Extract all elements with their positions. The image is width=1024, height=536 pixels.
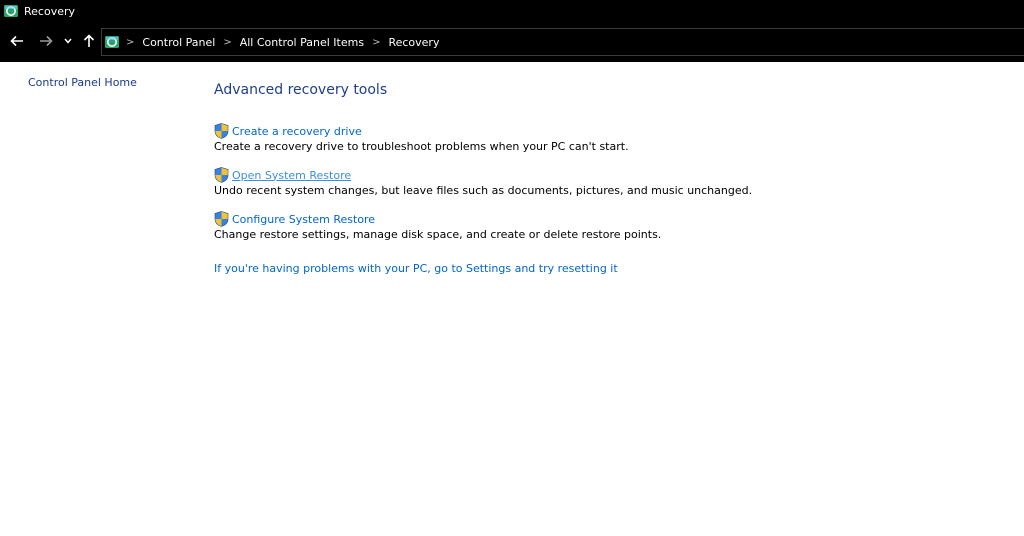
open-system-restore-link[interactable] <box>214 167 752 183</box>
task-configure-system-restore <box>214 211 661 241</box>
uac-shield-icon <box>214 167 229 183</box>
breadcrumb-separator: > <box>223 36 232 48</box>
task-create-recovery-drive <box>214 123 629 153</box>
window-title: Recovery <box>24 4 76 18</box>
control-panel-icon <box>104 34 120 50</box>
address-bar[interactable] <box>101 28 1024 56</box>
breadcrumb-control-panel[interactable]: Control Panel <box>142 35 216 49</box>
task-open-system-restore <box>214 167 752 197</box>
up-button[interactable] <box>78 30 100 52</box>
task-description: Create a recovery drive to troubleshoot problems when your PC can't start. <box>214 140 629 153</box>
arrow-up-icon <box>83 34 95 48</box>
task-description: Undo recent system changes, but leave files such as documents, pictures, and music unchanged. <box>214 184 753 197</box>
task-label[interactable]: Configure System Restore <box>232 212 376 226</box>
title-bar <box>0 0 1024 22</box>
create-recovery-drive-link[interactable] <box>214 123 629 139</box>
reset-pc-settings-link[interactable]: If you're having problems with your PC, go to Settings and try resetting it <box>214 262 618 275</box>
navigation-bar <box>0 22 1024 62</box>
page-heading: Advanced recovery tools <box>214 82 388 98</box>
breadcrumb-separator: > <box>372 36 381 48</box>
uac-shield-icon <box>214 211 229 227</box>
breadcrumb-recovery[interactable]: Recovery <box>388 35 440 49</box>
uac-shield-icon <box>214 123 229 139</box>
forward-button[interactable] <box>35 30 57 52</box>
control-panel-home-link[interactable]: Control Panel Home <box>28 76 137 89</box>
arrow-left-icon <box>10 35 24 47</box>
chevron-down-icon <box>64 38 72 44</box>
recent-locations-button[interactable] <box>58 30 78 52</box>
back-button[interactable] <box>6 30 28 52</box>
configure-system-restore-link[interactable] <box>214 211 661 227</box>
breadcrumb-separator: > <box>126 36 135 48</box>
recovery-app-icon <box>3 3 19 19</box>
task-description: Change restore settings, manage disk space, and create or delete restore points. <box>214 228 662 241</box>
breadcrumb-all-items[interactable]: All Control Panel Items <box>239 35 365 49</box>
task-label[interactable]: Open System Restore <box>232 168 352 182</box>
task-label[interactable]: Create a recovery drive <box>232 124 362 138</box>
arrow-right-icon <box>39 35 53 47</box>
